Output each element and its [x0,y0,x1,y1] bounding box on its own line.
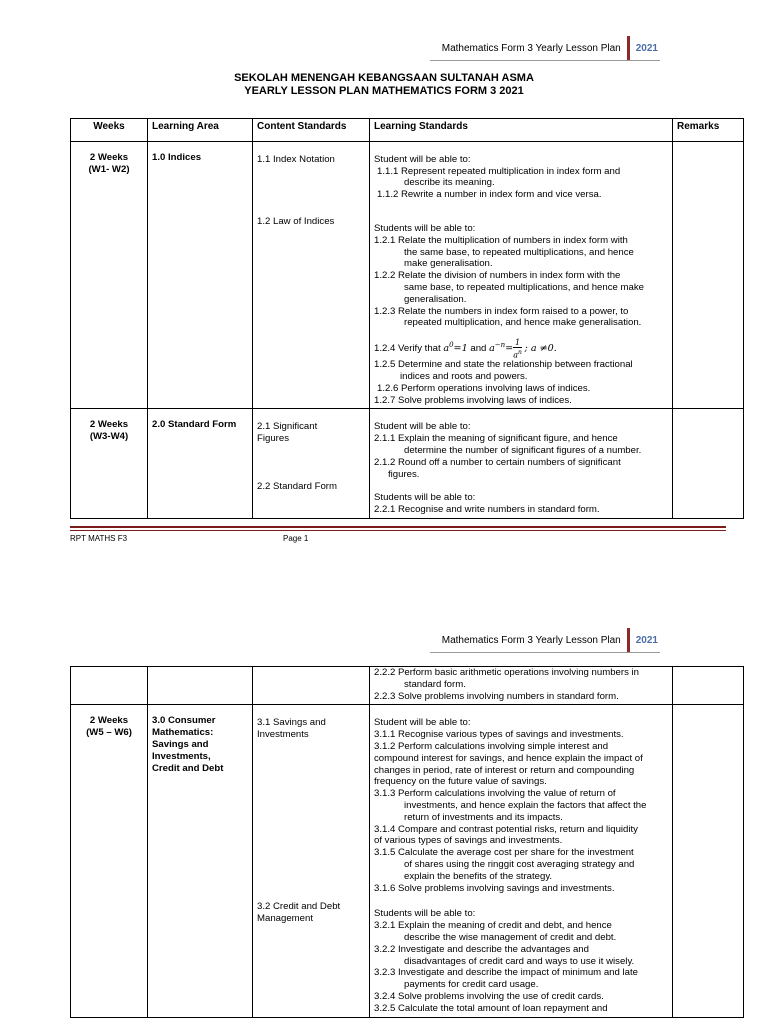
ls-line: 3.2.5 Calculate the total amount of loan repayment and [374,1002,608,1014]
ls-line: 3.2.1 Explain the meaning of credit and debt, and hence [374,920,612,932]
ls-line: determine the number of significant figures of a number. [404,444,642,456]
learning-standards-cell [370,141,673,409]
content-standard: 1.2 Law of Indices [257,215,335,227]
learning-standard-block [374,492,668,516]
learning-standards-cell [370,705,673,1017]
remarks-cell [673,667,744,705]
ls-line: standard form. [404,678,466,690]
area-line: 3.0 Consumer [152,715,216,727]
header-rule [430,652,660,653]
weeks-cell [71,667,148,705]
ls-line: 3.2.2 Investigate and describe the advantages and [374,943,589,955]
col-header-learning-standards: Learning Standards [370,119,673,142]
content-standard: 2.2 Standard Form [257,480,337,492]
header-year: 2021 [635,42,658,54]
page-number: Page 1 [283,534,309,543]
weeks-cell [71,705,148,1017]
area-line: Savings and [152,738,209,750]
content-standard: 3.1 Savings and Investments [257,717,326,741]
table-header-row [71,119,744,142]
content-standard: 3.2 Credit and Debt Management [257,900,341,924]
learning-area-cell [148,705,253,1017]
col-header-weeks: Weeks [71,119,148,142]
table-row [71,409,744,519]
content-standards-cell [253,667,370,705]
ls-line: figures. [388,468,420,480]
school-name: SEKOLAH MENENGAH KEBANGSAAN SULTANAH ASMA [234,72,534,84]
header-separator [627,628,630,652]
document-title [0,72,768,98]
weeks-range: (W5 – W6) [86,727,132,739]
weeks-cell [71,141,148,409]
content-standard: 2.1 Significant Figures [257,421,318,445]
ls-line: 2.2.2 Perform basic arithmetic operations involving numbers in [374,667,640,678]
area-line: Credit and Debt [152,762,224,774]
ls-line: 3.1.5 Calculate the average cost per share for the investment [374,847,634,859]
ls-line: of shares using the ringgit cost averaging strategy and [404,858,635,870]
weeks-count: 2 Weeks [89,151,129,163]
ls-line: 1.2.6 Perform operations involving laws of indices. [377,382,591,394]
area-line: Mathematics: [152,727,214,739]
ls-line: 3.1.4 Compare and contrast potential risks, return and liquidity [374,823,638,835]
ls-line: 3.2.4 Solve problems involving the use of credit cards. [374,990,604,1002]
ls-line-formula [374,335,668,360]
ls-line: Student will be able to: [374,717,471,729]
ls-line: frequency on the future value of savings. [374,776,547,788]
header-year: 2021 [635,634,658,646]
document-page-2 [0,620,768,1024]
learning-standard-block [374,707,668,894]
ls-line: describe the wise management of credit and debt. [404,931,617,943]
learning-standards-cell [370,409,673,519]
ls-line: investments, and hence explain the factors that affect the [404,799,647,811]
ls-line: compound interest for savings, and hence explain the impact of [374,752,643,764]
ls-text: 1.2.4 Verify that [374,343,441,355]
learning-standard-block [374,144,668,201]
ls-line: 3.1.2 Perform calculations involving simple interest and [374,740,609,752]
ls-line: 3.2.3 Investigate and describe the impact of minimum and late [374,967,638,979]
learning-standard-block [374,223,668,406]
col-header-remarks: Remarks [673,119,744,142]
table-row [71,141,744,409]
ls-line: 1.2.2 Relate the division of numbers in index form with the [374,270,621,282]
header-title: Mathematics Form 3 Yearly Lesson Plan [441,42,621,54]
col-header-learning-area: Learning Area [148,119,253,142]
ls-line: 2.2.1 Recognise and write numbers in standard form. [374,504,600,516]
ls-line: 1.1.1 Represent repeated multiplication in index form and [377,165,621,177]
ls-line: 2.2.3 Solve problems involving numbers in standard form. [374,690,619,702]
ls-line: of various types of savings and investments. [374,835,563,847]
ls-line: return of investments and its impacts. [404,811,563,823]
area-line: Investments, [152,750,211,762]
footer-rule [70,526,726,528]
weeks-range: (W1- W2) [88,163,130,175]
ls-text: and [470,343,487,355]
ls-line: 1.2.5 Determine and state the relationship between fractional [374,359,633,371]
learning-area-cell: 2.0 Standard Form [148,409,253,519]
ls-line: Students will be able to: [374,492,476,504]
running-header [442,628,658,652]
ls-line: 2.1.1 Explain the meaning of significant figure, and hence [374,433,618,445]
weeks-count: 2 Weeks [89,419,129,431]
footer-label: RPT MATHS F3 [70,534,128,543]
ls-line: Students will be able to: [374,908,476,920]
learning-standard-block [374,411,668,480]
ls-line: disadvantages of credit card and ways to use it wisely. [404,955,635,967]
header-separator [627,36,630,60]
weeks-cell [71,409,148,519]
ls-line: generalisation. [404,293,467,305]
ls-line: 1.2.3 Relate the numbers in index form raised to a power, to [374,305,629,317]
ls-line: indices and roots and powers. [400,370,528,382]
table-row [71,667,744,705]
weeks-count: 2 Weeks [89,715,129,727]
header-title: Mathematics Form 3 Yearly Lesson Plan [441,634,621,646]
ls-line: Student will be able to: [374,421,471,433]
remarks-cell [673,141,744,409]
ls-line: 3.1.6 Solve problems involving savings and investments. [374,882,615,894]
remarks-cell [673,705,744,1017]
content-standards-cell [253,141,370,409]
ls-line: 3.1.1 Recognise various types of savings and investments. [374,729,624,741]
ls-line: repeated multiplication, and hence make generalisation. [404,317,642,329]
ls-line: payments for credit card usage. [404,979,539,991]
ls-line: changes in period, rate of interest or return and compounding [374,764,635,776]
lesson-plan-table [70,118,744,519]
formula-negative-index: $a^{-n}=$ $\frac{1}{a^n}$ [489,338,522,360]
header-rule [430,60,660,61]
ls-line: describe its meaning. [404,177,495,189]
footer-rule [70,530,726,531]
ls-line: the same base, to repeated multiplications, and hence [404,246,634,258]
learning-area-cell [148,667,253,705]
document-subtitle: YEARLY LESSON PLAN MATHEMATICS FORM 3 2021 [244,85,524,97]
ls-line: 1.1.2 Rewrite a number in index form and vice versa. [377,189,602,201]
ls-line: explain the benefits of the strategy. [404,870,553,882]
ls-line: Student will be able to: [374,153,471,165]
ls-line: 1.2.1 Relate the multiplication of numbers in index form with [374,234,628,246]
content-standard: 1.1 Index Notation [257,153,335,165]
page-gap [0,560,768,620]
remarks-cell [673,409,744,519]
weeks-range: (W3-W4) [89,431,129,443]
learning-area-cell: 1.0 Indices [148,141,253,409]
formula-a0: $a^0=1$ [443,341,468,355]
ls-text: ; a ≠0. [524,343,557,355]
learning-standard-block [374,908,668,1014]
ls-line: 2.1.2 Round off a number to certain numbers of significant [374,456,621,468]
table-row [71,705,744,1017]
content-standards-cell [253,409,370,519]
ls-line: 3.1.3 Perform calculations involving the value of return of [374,788,616,800]
ls-line: Students will be able to: [374,222,476,234]
ls-line: same base, to repeated multiplications, and hence make [404,281,644,293]
content-standards-cell [253,705,370,1017]
col-header-content-standards: Content Standards [253,119,370,142]
lesson-plan-table-continued [70,666,744,1018]
learning-standards-cell [370,667,673,705]
ls-line: make generalisation. [404,258,493,270]
running-header [442,36,658,60]
ls-line: 1.2.7 Solve problems involving laws of indices. [374,394,572,406]
